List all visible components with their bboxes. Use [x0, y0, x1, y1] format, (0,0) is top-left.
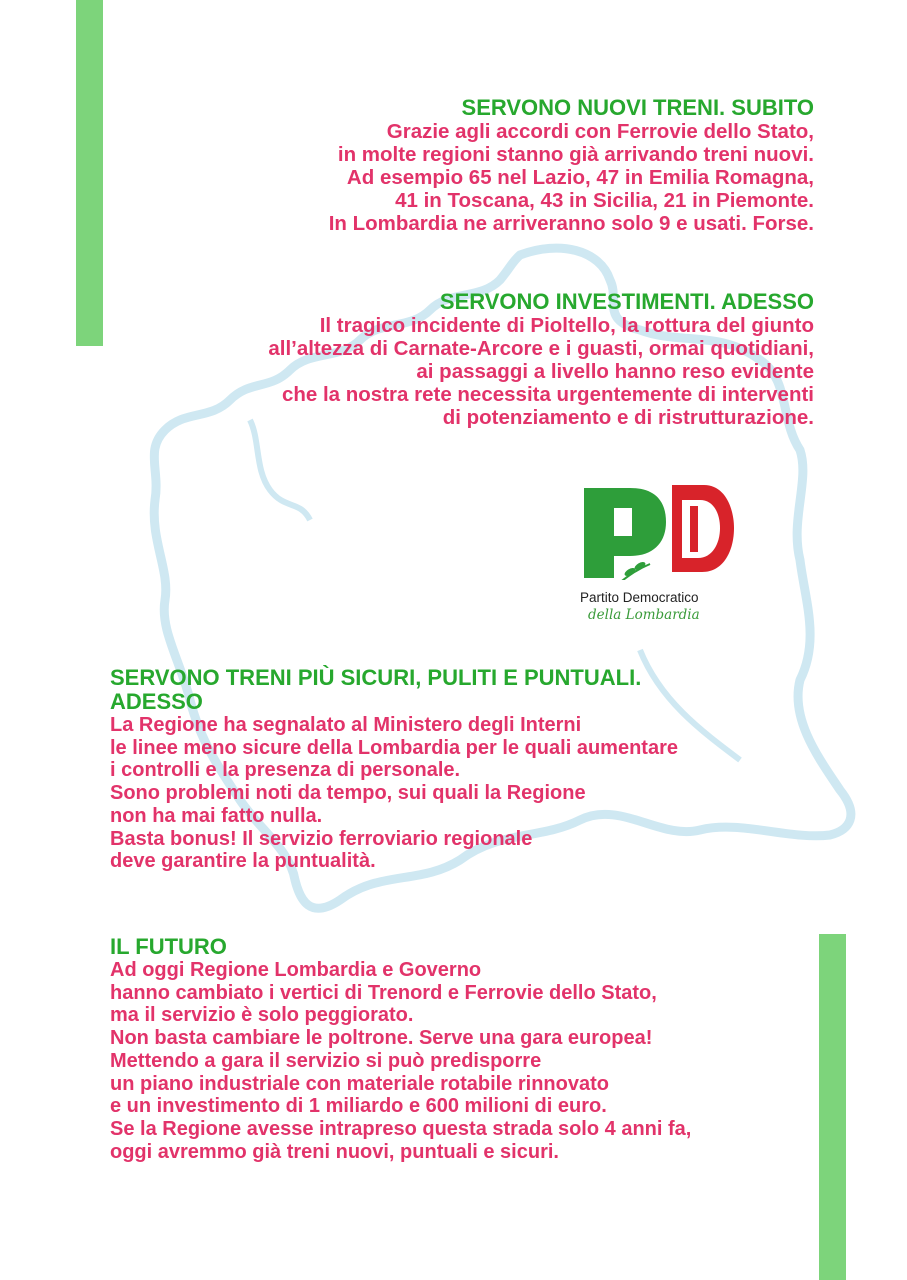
pd-logo-mark	[578, 480, 738, 580]
body-futuro: Ad oggi Regione Lombardia e Governo hanno cambiato i vertici di Trenord e Ferrovie dello Stato, ma il servizio è solo peggiorato. Non basta cambiare le poltrone. Serve una gara europea! Mettendo a gara il servizio si può predisporre un piano industriale con materiale rotabile rinnovato e un investimento di 1 miliardo e 600 milioni di euro. Se la Regione avesse intrapreso questa strada solo 4 anni fa, oggi avremmo già treni nuovi, puntuali e sicuri.	[110, 959, 692, 1163]
section-nuovi-treni	[174, 96, 814, 235]
logo-region-name: della Lombardia	[588, 607, 700, 623]
heading-investimenti: SERVONO INVESTIMENTI. ADESSO	[439, 289, 814, 314]
heading-nuovi-treni: SERVONO NUOVI TRENI. SUBITO	[461, 95, 814, 120]
heading-treni-sicuri: SERVONO TRENI PIÙ SICURI, PULITI E PUNTUALI. ADESSO	[110, 665, 642, 714]
pd-logo	[578, 480, 758, 640]
heading-futuro: IL FUTURO	[110, 934, 227, 959]
section-investimenti	[94, 290, 814, 429]
body-investimenti: Il tragico incidente di Pioltello, la rottura del giunto all’altezza di Carnate-Arcore e i guasti, ormai quotidiani, ai passaggi a livello hanno reso evidente che la nostra rete necessita urgentemente di interventi di potenziamento e di ristrutturazione.	[268, 314, 814, 429]
section-treni-sicuri	[110, 666, 830, 873]
body-treni-sicuri: La Regione ha segnalato al Ministero degli Interni le linee meno sicure della Lombardia per le quali aumentare i controlli e la presenza di personale. Sono problemi noti da tempo, sui quali la Regione non ha mai fatto nulla. Basta bonus! Il servizio ferroviario regionale deve garantire la puntualità.	[110, 714, 678, 873]
body-nuovi-treni: Grazie agli accordi con Ferrovie dello Stato, in molte regioni stanno già arrivando treni nuovi. Ad esempio 65 nel Lazio, 47 in Emilia Romagna, 41 in Toscana, 43 in Sicilia, 21 in Piemonte. In Lombardia ne arriveranno solo 9 e usati. Forse.	[328, 120, 814, 235]
section-futuro	[110, 935, 830, 1163]
logo-party-name: Partito Democratico	[580, 590, 699, 605]
